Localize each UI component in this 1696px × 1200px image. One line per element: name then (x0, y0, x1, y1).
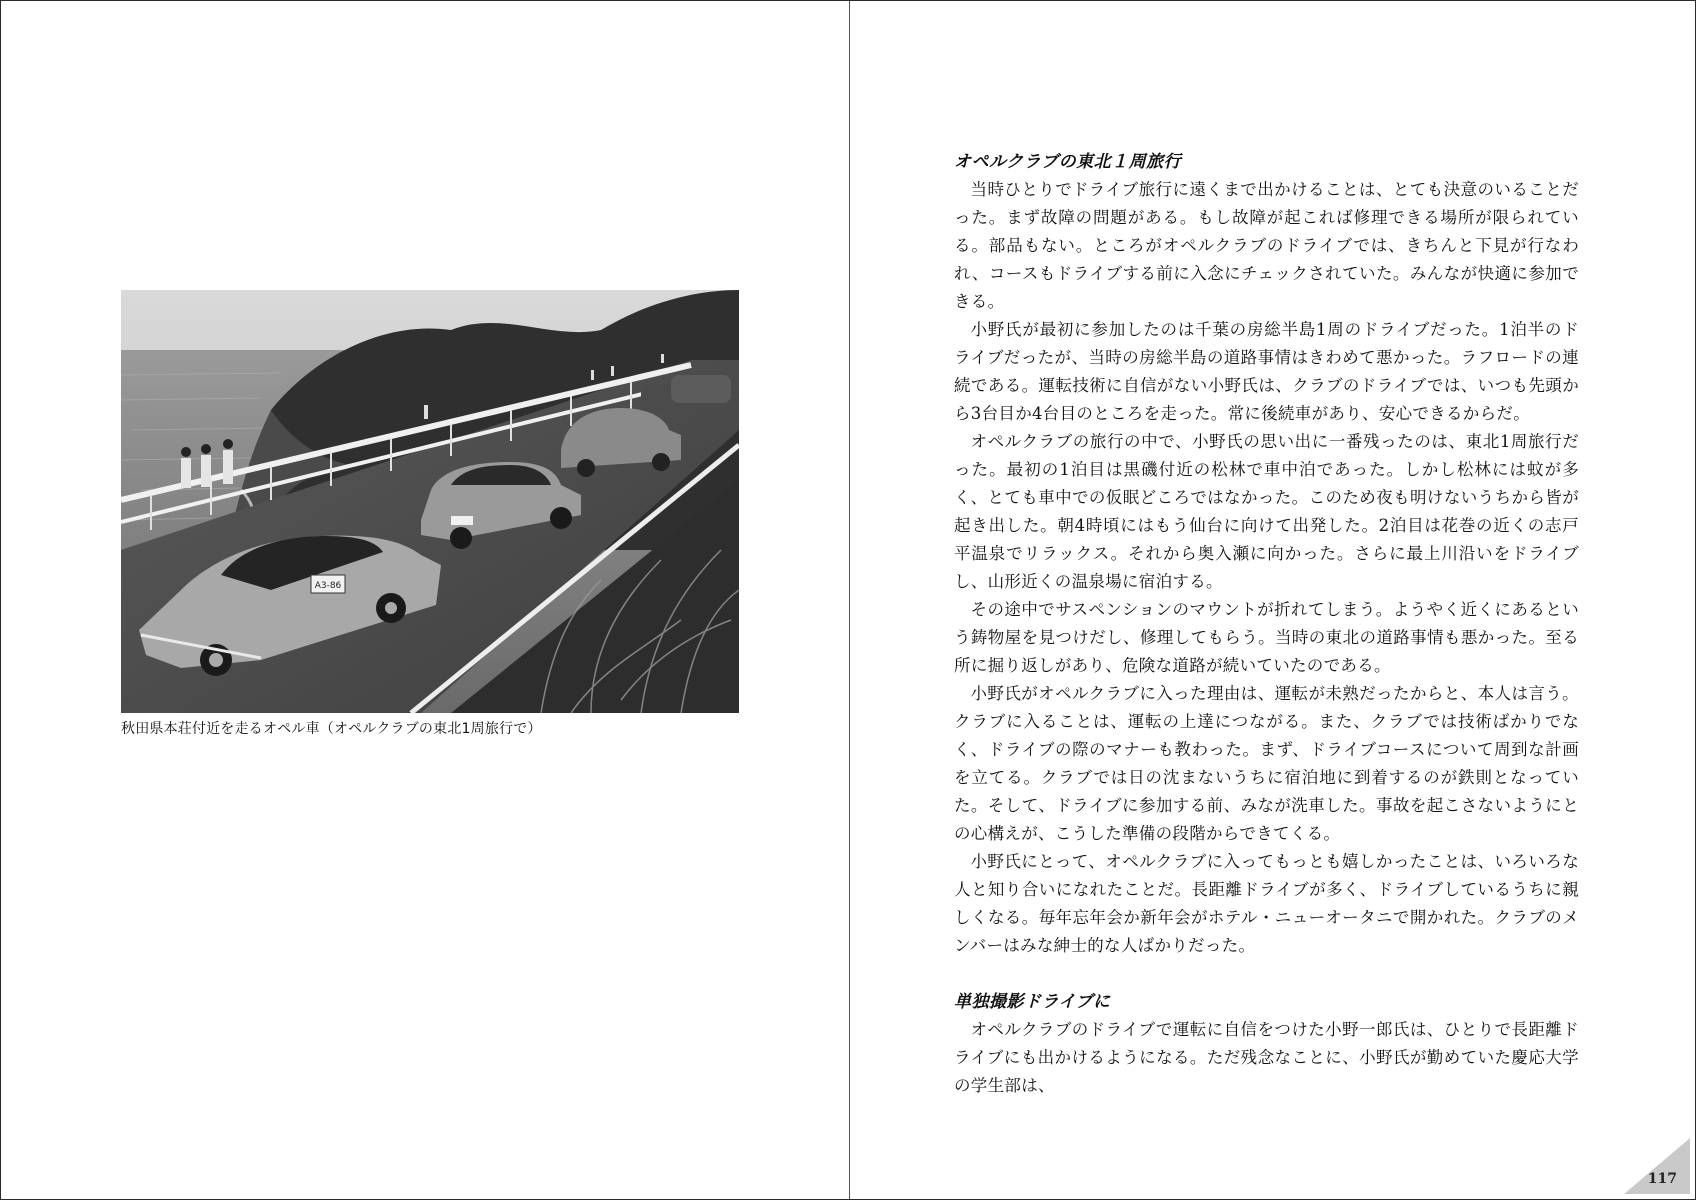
paragraph: 小野氏が最初に参加したのは千葉の房総半島1周のドライブだった。1泊半のドライブだったが、当時の房総半島の道路事情はきわめて悪かった。ラフロードの連続である。運転技術に自信がない小野氏は、クラブのドライブでは、いつも先頭から3台目か4台目のところを走った。常に後続車があり、安心できるからだ。 (954, 320, 1579, 423)
plate-label: A3-86 (314, 581, 342, 591)
page-gutter (849, 1, 850, 1199)
paragraph: オペルクラブのドライブで運転に自信をつけた小野一郎氏は、ひとりで長距離ドライブにも出かけるようになる。ただ残念なことに、小野氏が勤めていた慶応大学の学生部は、 (954, 1020, 1579, 1095)
paragraph: オペルクラブの旅行の中で、小野氏の思い出に一番残ったのは、東北1周旅行だった。最初の1泊目は黒磯付近の松林で車中泊であった。しかし松林には蚊が多く、とても車中での仮眠どころではなかった。このため夜も明けないうちから皆が起き出した。朝4時頃にはもう仙台に向けて出発した。2泊目は花巻の近くの志戸平温泉でリラックス。それから奥入瀬に向かった。さらに最上川沿いをドライブし、山形近くの温泉場に宿泊する。 (954, 432, 1579, 591)
paragraph: その途中でサスペンションのマウントが折れてしまう。ようやく近くにあるという鋳物屋を見つけだし、修理してもらう。当時の東北の道路事情も悪かった。至る所に掘り返しがあり、危険な道路が続いていたのである。 (954, 600, 1579, 675)
paragraph: 小野氏がオペルクラブに入った理由は、運転が未熟だったからと、本人は言う。クラブに入ることは、運転の上達につながる。また、クラブでは技術ばかりでなく、ドライブの際のマナーも教わった。まず、ドライブコースについて周到な計画を立てる。クラブでは日の沈まないうちに宿泊地に到着するのが鉄則となっていた。そして、ドライブに参加する前、みなが洗車した。事故を起こさないようにとの心構えが、こうした準備の段階からできてくる。 (954, 684, 1579, 843)
section-spacer (954, 960, 1579, 988)
photo-opel-cars-coastal-road (121, 290, 739, 713)
paragraph: 小野氏にとって、オペルクラブに入ってもっとも嬉しかったことは、いろいろな人と知り合いになれたことだ。長距離ドライブが多く、ドライブしているうちに親しくなる。毎年忘年会か新年会がホテル・ニューオータニで開かれた。クラブのメンバーはみな紳士的な人ばかりだった。 (954, 852, 1579, 955)
section-heading-solo-drive: 単独撮影ドライブに (954, 992, 1111, 1012)
page-number: 117 (1647, 1171, 1677, 1187)
photo-caption: 秋田県本荘付近を走るオペル車（オペルクラブの東北1周旅行で） (121, 721, 542, 737)
section-heading-tohoku-trip: オペルクラブの東北１周旅行 (954, 152, 1182, 172)
article-body (954, 148, 1579, 1100)
paragraph: 当時ひとりでドライブ旅行に遠くまで出かけることは、とても決意のいることだった。まず故障の問題がある。もし故障が起これば修理できる場所が限られている。部品もない。ところがオペルクラブのドライブでは、きちんと下見が行なわれ、コースもドライブする前に入念にチェックされていた。みんなが快適に参加できる。 (954, 180, 1579, 311)
